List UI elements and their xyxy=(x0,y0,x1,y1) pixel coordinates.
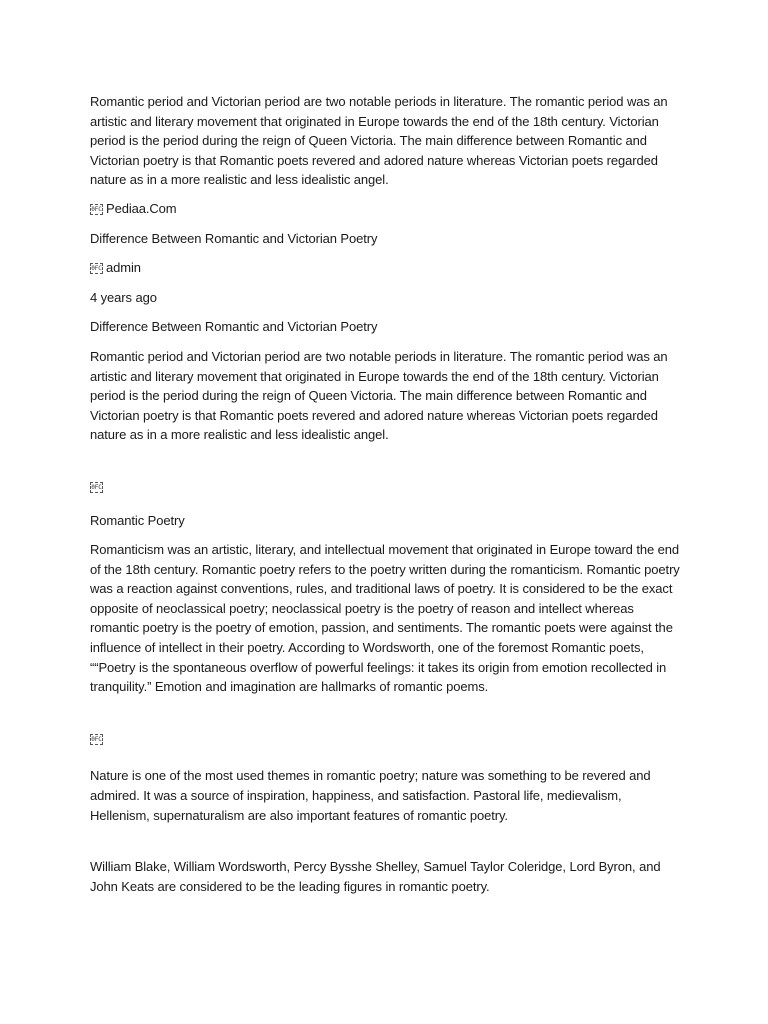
source-line xyxy=(90,199,680,219)
post-date: 4 years ago xyxy=(90,289,157,305)
missing-glyph-icon: 0FC xyxy=(91,206,102,214)
intro-paragraph: Romantic period and Victorian period are two notable periods in literature. The romantic period was an artistic and literary movement that originated in Europe towards the end of the 18th century. Victorian period is the period during the reign of Queen Victoria. The main difference between Romantic and Victorian poetry is that Romantic poets revered and adored nature whereas Victorian poets regarded nature as in a more realistic and less idealistic angel. xyxy=(90,94,668,188)
missing-image-icon: 0FC xyxy=(91,735,102,743)
image-placeholder-line-2 xyxy=(90,729,680,749)
romanticism-paragraph: Romanticism was an artistic, literary, and intellectual movement that originated in Europe toward the end of the 18th century. Romantic poetry refers to the poetry written during the romanticism. Romantic poetry was a reaction against conventions, rules, and traditional laws of poetry. It is considered to be the exact opposite of neoclassical poetry; neoclassical poetry is the poetry of reason and intellect whereas romantic poetry is the poetry of emotion, passion, and sentiments. The romantic poets were against the influence of intellect in their poetry. According to Wordsworth, one of the foremost Romantic poets, ““Poetry is the spontaneous overflow of powerful feelings: it takes its origin from emotion recollected in tranquility.” Emotion and imagination are hallmarks of romantic poems. xyxy=(90,542,680,695)
author-name: admin xyxy=(106,260,141,276)
article-title-repeat: Difference Between Romantic and Victorian Poetry xyxy=(90,319,378,335)
document-page xyxy=(90,92,680,905)
author-line xyxy=(90,258,680,278)
intro-paragraph-repeat: Romantic period and Victorian period are two notable periods in literature. The romantic period was an artistic and literary movement that originated in Europe towards the end of the 18th century. Victorian period is the period during the reign of Queen Victoria. The main difference between Romantic and Victorian poetry is that Romantic poets revered and adored nature whereas Victorian poets regarded nature as in a more realistic and less idealistic angel. xyxy=(90,348,668,443)
poets-paragraph: William Blake, William Wordsworth, Percy Bysshe Shelley, Samuel Taylor Coleridge, Lord Byron, and John Keats are considered to be the leading figures in romantic poetry. xyxy=(90,859,661,894)
missing-image-icon: 0FC xyxy=(91,483,102,491)
article-title: Difference Between Romantic and Victorian Poetry xyxy=(90,230,378,246)
missing-glyph-icon: 0FC xyxy=(91,265,102,273)
source-name: Pediaa.Com xyxy=(106,200,177,216)
image-placeholder-line xyxy=(90,477,680,497)
nature-paragraph: Nature is one of the most used themes in romantic poetry; nature was something to be revered and admired. It was a source of inspiration, happiness, and satisfaction. Pastoral life, medievalism, Hellenism, supernaturalism are also important features of romantic poetry. xyxy=(90,768,651,823)
section-heading: Romantic Poetry xyxy=(90,512,185,528)
